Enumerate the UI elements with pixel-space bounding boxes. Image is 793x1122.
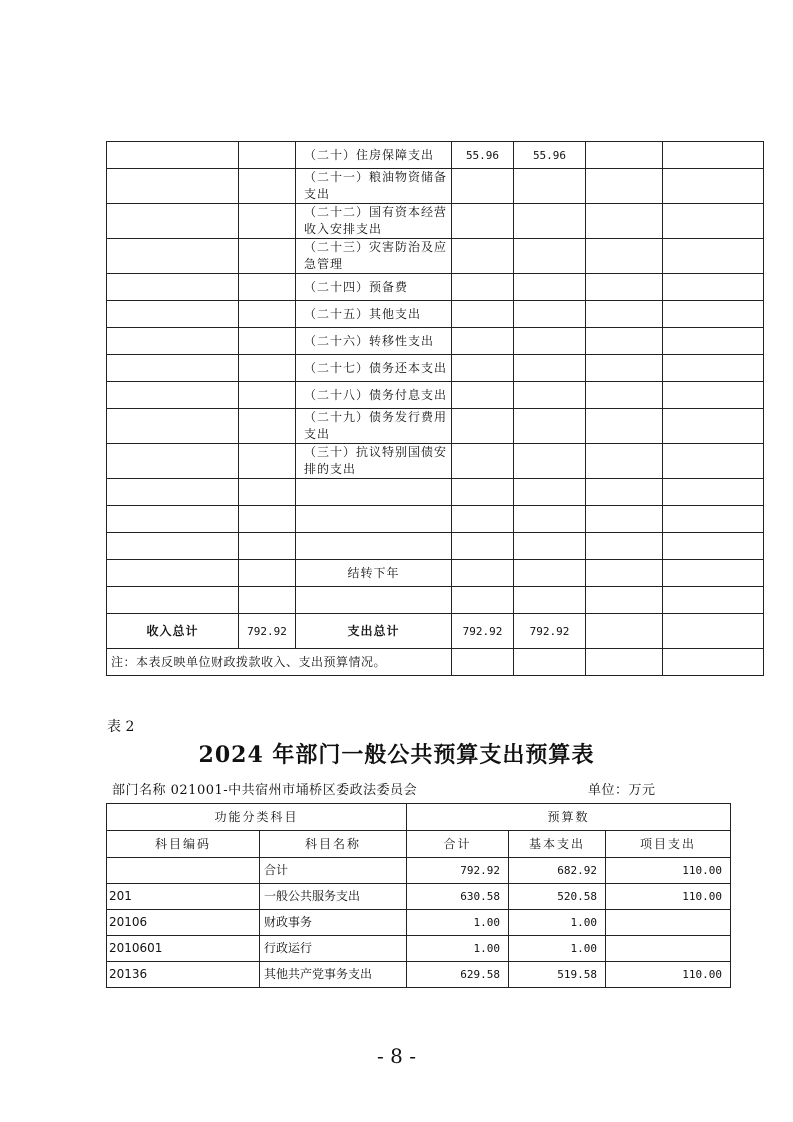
table-row (107, 382, 764, 409)
table-row (107, 884, 731, 910)
table-row (107, 204, 764, 239)
subject-name: 合计 (260, 858, 407, 884)
unit-label: 单位：万元 (588, 783, 656, 798)
total-value: 792.92 (407, 858, 509, 884)
column-header-code: 科目编码 (107, 831, 260, 858)
table-row (107, 274, 764, 301)
functional-classification-header: 功能分类科目 (107, 804, 407, 831)
income-total-label: 收入总计 (107, 614, 239, 649)
table-row (107, 533, 764, 560)
item-name: （二十四）预备费 (296, 274, 452, 301)
table-row (107, 444, 764, 479)
carry-forward-label: 结转下年 (296, 560, 452, 587)
project-value: 110.00 (606, 858, 731, 884)
item-name: （二十七）债务还本支出 (296, 355, 452, 382)
expense-total-value: 792.92 (514, 614, 586, 649)
column-header-total: 合计 (407, 831, 509, 858)
project-value (606, 936, 731, 962)
item-name: （三十）抗议特别国债安排的支出 (296, 444, 452, 479)
table-row (107, 328, 764, 355)
item-name: （二十一）粮油物资储备支出 (296, 169, 452, 204)
table-note: 注：本表反映单位财政拨款收入、支出预算情况。 (107, 649, 452, 676)
value-cell: 55.96 (452, 142, 514, 169)
page-number: - 8 - (377, 1044, 416, 1068)
department-name: 部门名称 021001-中共宿州市埇桥区委政法委员会 (112, 783, 418, 798)
income-total-value: 792.92 (239, 614, 296, 649)
budget-amount-header: 预算数 (407, 804, 731, 831)
table-row (107, 587, 764, 614)
subject-code: 2010601 (107, 936, 260, 962)
project-value (606, 910, 731, 936)
item-name: （二十）住房保障支出 (296, 142, 452, 169)
totals-row (107, 614, 764, 649)
basic-value: 519.58 (509, 962, 606, 988)
table-row (107, 239, 764, 274)
item-name: （二十九）债务发行费用支出 (296, 409, 452, 444)
column-header-name: 科目名称 (260, 831, 407, 858)
basic-value: 1.00 (509, 910, 606, 936)
expense-total-value: 792.92 (452, 614, 514, 649)
table-row (107, 858, 731, 884)
table-row (107, 409, 764, 444)
item-name: （二十六）转移性支出 (296, 328, 452, 355)
subject-code (107, 858, 260, 884)
item-name: （二十五）其他支出 (296, 301, 452, 328)
total-value: 630.58 (407, 884, 509, 910)
project-value: 110.00 (606, 962, 731, 988)
subject-name: 财政事务 (260, 910, 407, 936)
table-row (107, 910, 731, 936)
subject-name: 一般公共服务支出 (260, 884, 407, 910)
item-name: （二十三）灾害防治及应急管理 (296, 239, 452, 274)
group-header-row (107, 804, 731, 831)
table-row (107, 936, 731, 962)
column-header-row (107, 831, 731, 858)
table-row (107, 169, 764, 204)
table-title: 2024 年部门一般公共预算支出预算表 (198, 742, 595, 768)
total-value: 629.58 (407, 962, 509, 988)
subject-name: 行政运行 (260, 936, 407, 962)
subject-name: 其他共产党事务支出 (260, 962, 407, 988)
table-row (107, 506, 764, 533)
expense-total-label: 支出总计 (296, 614, 452, 649)
project-value: 110.00 (606, 884, 731, 910)
item-name: （二十二）国有资本经营收入安排支出 (296, 204, 452, 239)
total-value: 1.00 (407, 936, 509, 962)
table-row (107, 962, 731, 988)
income-expense-table (106, 141, 764, 676)
basic-value: 520.58 (509, 884, 606, 910)
total-value: 1.00 (407, 910, 509, 936)
table-row (107, 355, 764, 382)
table-row (107, 301, 764, 328)
table-row (107, 142, 764, 169)
note-row (107, 649, 764, 676)
table-row (107, 560, 764, 587)
value-cell: 55.96 (514, 142, 586, 169)
budget-expenditure-table (106, 803, 731, 988)
subject-code: 20136 (107, 962, 260, 988)
basic-value: 682.92 (509, 858, 606, 884)
column-header-project: 项目支出 (606, 831, 731, 858)
subject-code: 20106 (107, 910, 260, 936)
basic-value: 1.00 (509, 936, 606, 962)
item-name: （二十八）债务付息支出 (296, 382, 452, 409)
column-header-basic: 基本支出 (509, 831, 606, 858)
table-row (107, 479, 764, 506)
subject-code: 201 (107, 884, 260, 910)
table-label: 表 2 (107, 719, 135, 735)
